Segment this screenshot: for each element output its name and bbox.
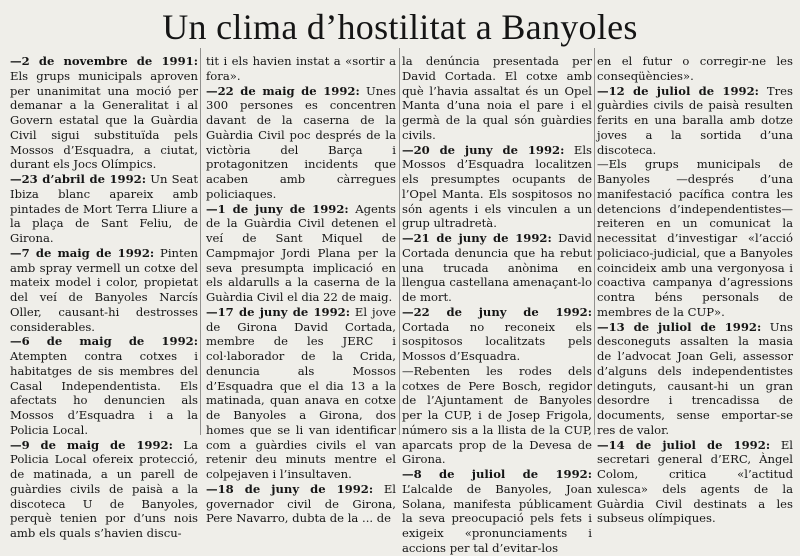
entry-text: Tres guàrdies civils de paisà resulten ferits en una baralla amb dotze joves a la sortida d’una discoteca. bbox=[597, 83, 793, 157]
chronology-entry bbox=[402, 305, 592, 364]
chronology-entry bbox=[206, 54, 396, 84]
entry-date: —21 de juny de 1992: bbox=[402, 231, 552, 245]
entry-text: El secretari general d’ERC, Àngel Colom, critica «l’actitud xulesca» dels agents de la Guàrdia Civil destinats a les subseus olímpiques. bbox=[597, 437, 793, 526]
column-rule bbox=[594, 48, 595, 435]
chronology-entry bbox=[402, 54, 592, 143]
entry-text: tit i els havien instat a «sortir a fora». bbox=[206, 54, 396, 83]
entry-date: —22 de maig de 1992: bbox=[206, 83, 360, 98]
entry-text: —Els grups municipals de Banyoles —després d’una manifestació pacífica contra les detencions d’independentistes— reiteren en un comunicat la necessitat d’investigar «l’acció policiaco-judicial, que a Banyoles coincideix amb una vergonyosa i coactiva campanya d’agressions contra béns personals de membres de la CUP». bbox=[597, 157, 793, 319]
entry-date: —23 d’abril de 1992: bbox=[10, 172, 147, 186]
chronology-entry bbox=[10, 54, 198, 172]
entry-text: El jove de Girona David Cortada, membre de les JERC i col·laborador de la Crida, denuncia als Mossos d’Esquadra que el dia 13 a la matinada, quan anava en cotxe de Banyoles a Girona, dos homes que se li van identificar com a guàrdies civils el van retenir deu minuts mentre el colpejaven i l’insultaven. bbox=[206, 304, 396, 481]
entry-text: Un Seat Ibiza blanc apareix amb pintades de Mort Terra Lliure a la plaça de Sant Feliu, de Girona. bbox=[10, 172, 199, 245]
entry-date: —14 de juliol de 1992: bbox=[597, 437, 771, 452]
chronology-entry bbox=[402, 364, 592, 467]
chronology-entry bbox=[402, 143, 592, 232]
entry-date: —18 de juny de 1992: bbox=[206, 481, 374, 496]
chronology-entry bbox=[206, 305, 396, 482]
entry-text: Unes 300 persones es concentren davant de la caserna de la Guàrdia Civil poc després de la victòria del Barça i protagonitzen incidents que acaben amb càrregues policiaques. bbox=[206, 83, 396, 201]
chronology-entry bbox=[402, 231, 592, 305]
chronology-entry bbox=[597, 438, 793, 527]
entry-text: en el futur o corregir-ne les conseqüències». bbox=[597, 54, 793, 83]
column-1 bbox=[10, 54, 199, 540]
chronology-entry bbox=[10, 438, 198, 541]
entry-date: —6 de maig de 1992: bbox=[10, 334, 198, 349]
entry-text: —Rebenten les rodes dels cotxes de Pere Bosch, regidor de l’Ajuntament de Banyoles per la CUP, i de Josep Frigola, número sis a la llista de la CUP, aparcats prop de la Devesa de Girona. bbox=[402, 363, 592, 467]
entry-date: —2 de novembre de 1991: bbox=[10, 54, 198, 68]
entry-date: —9 de maig de 1992: bbox=[10, 437, 173, 452]
entry-date: —12 de juliol de 1992: bbox=[597, 83, 759, 98]
entry-text: Uns desconeguts assalten la masia de l’advocat Joan Geli, assessor d’alguns dels independentistes detinguts, causant-hi un gran desordre i trencadissa de documents, sense emportar-se res de valor. bbox=[597, 319, 793, 437]
chronology-entry bbox=[206, 202, 396, 305]
chronology-entry bbox=[206, 482, 396, 526]
entry-date: —8 de juliol de 1992: bbox=[402, 467, 592, 481]
chronology-entry bbox=[597, 320, 793, 438]
column-rule bbox=[200, 48, 201, 435]
entry-text: Atempten contra cotxes i habitatges de sis membres del Casal Independentista. Els afectats ho denuncien als Mossos d’Esquadra i a la Policia Local. bbox=[10, 349, 198, 437]
entry-date: —13 de juliol de 1992: bbox=[597, 319, 762, 334]
entry-date: —20 de juny de 1992: bbox=[402, 142, 565, 157]
entry-text: Pinten amb spray vermell un cotxe del mateix model i color, propietat del veí de Banyoles Narcís Oller, causant-hi destrosses considerables. bbox=[10, 245, 198, 334]
column-3 bbox=[402, 54, 592, 555]
entry-text: David Cortada denuncia que ha rebut una trucada anònima en llengua castellana amenaçant-lo de mort. bbox=[402, 231, 592, 304]
entry-date: —7 de maig de 1992: bbox=[10, 245, 155, 260]
entry-text: Els Mossos d’Esquadra localitzen els presumptes ocupants de l’Opel Manta. Els sospitosos no són agents i els vinculen a un grup ultradretà. bbox=[402, 142, 592, 231]
chronology-entry bbox=[206, 84, 396, 202]
entry-text: Cortada no reconeix els sospitosos localitzats pels Mossos d’Esquadra. bbox=[402, 319, 592, 363]
chronology-entry bbox=[10, 172, 198, 246]
entry-date: —1 de juny de 1992: bbox=[206, 201, 349, 216]
entry-text: Els grups municipals aproven per unanimitat una moció per demanar a la Generalitat i al Govern estatal que la Guàrdia Civil sigui substituïda pels Mossos d’Esquadra, a ciutat, durant els Jocs Olímpics. bbox=[10, 68, 198, 172]
entry-text: la denúncia presentada per David Cortada. El cotxe amb què l’havia assaltat és un Opel Manta d’una noia el pare i el germà de la qual són guàrdies civils. bbox=[402, 54, 592, 142]
entry-text: L’alcalde de Banyoles, Joan Solana, manifesta públicament la seva preocupació pels fets i exigeix «pronunciaments i accions per tal d’evitar-los bbox=[402, 481, 592, 555]
chronology-entry bbox=[10, 334, 198, 437]
chronology-entry bbox=[597, 157, 793, 319]
entry-text: El governador civil de Girona, Pere Navarro, dubta de la ... de bbox=[206, 481, 396, 526]
column-rule bbox=[399, 48, 400, 435]
entry-text: Agents de la Guàrdia Civil detenen el veí de Sant Miquel de Campmajor Jordi Plana per la seva presumpta implicació en els aldarulls a la caserna de la Guàrdia Civil el dia 22 de maig. bbox=[206, 201, 396, 304]
chronology-entry bbox=[10, 246, 198, 335]
chronology-entry bbox=[597, 54, 793, 84]
chronology-entry bbox=[597, 84, 793, 158]
chronology-entry bbox=[402, 467, 592, 556]
article-title: Un clima d’hostilitat a Banyoles bbox=[162, 7, 638, 47]
entry-text: La Policia Local ofereix protecció, de matinada, a un parell de guàrdies civils de paisà a la discoteca U de Banyoles, perquè tenien por d’uns nois amb els quals s’havien discu- bbox=[10, 437, 198, 540]
column-2 bbox=[206, 54, 396, 526]
entry-date: —17 de juny de 1992: bbox=[206, 304, 351, 319]
entry-date: —22 de juny de 1992: bbox=[402, 304, 592, 319]
column-4 bbox=[597, 54, 793, 526]
